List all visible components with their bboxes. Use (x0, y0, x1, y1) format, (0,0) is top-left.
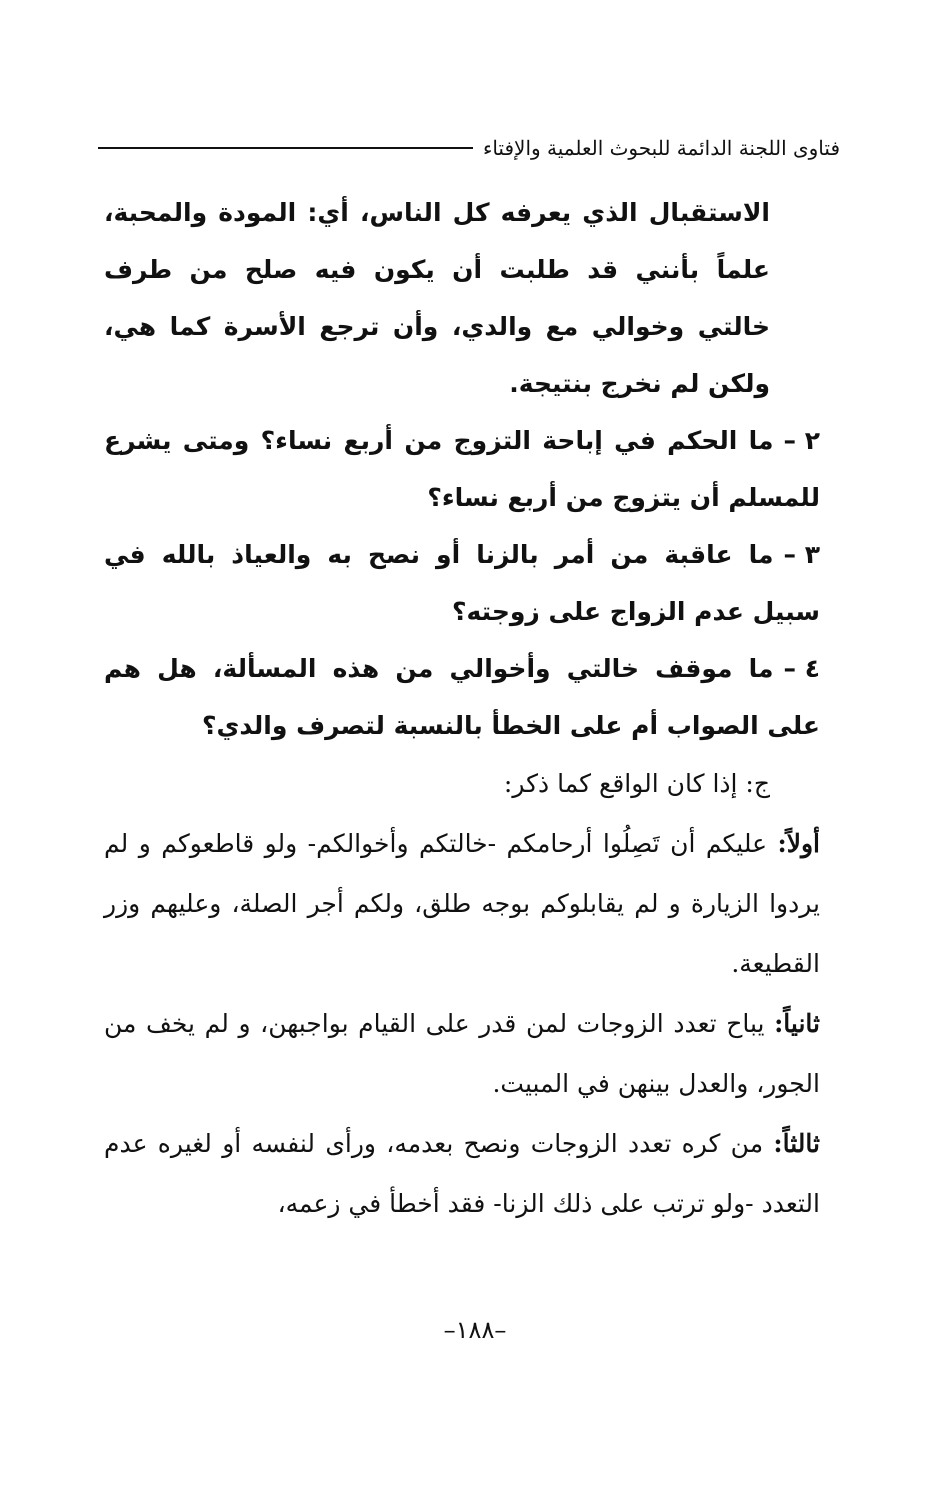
point-text: عليكم أن تَصِلُوا أرحامكم -خالتكم وأخوالكم- ولو قاطعوكم و لم يردوا الزيارة و لم يقابلوكم بوجه طلق، ولكم أجر الصلة، وعليهم وزر القطيعة. (104, 829, 820, 978)
point-text: يباح تعدد الزوجات لمن قدر على القيام بواجبهن، و لم يخف من الجور، والعدل بينهن في المبيت. (104, 1009, 820, 1098)
point-lead: ثالثاً: (773, 1129, 820, 1158)
header-rule (98, 147, 473, 149)
answer-point-3 (104, 1114, 820, 1234)
question-text: ما الحكم في إباحة التزوج من أربع نساء؟ ومتى يشرع للمسلم أن يتزوج من أربع نساء؟ (104, 426, 820, 512)
answer-point-1 (104, 814, 820, 994)
question-3 (104, 526, 820, 640)
running-header (98, 128, 840, 168)
question-4 (104, 640, 820, 754)
question-number: ٣ – (783, 540, 820, 569)
question-text: ما عاقبة من أمر بالزنا أو نصح به والعياذ بالله في سبيل عدم الزواج على زوجته؟ (104, 540, 820, 626)
point-text: من كره تعدد الزوجات ونصح بعدمه، ورأى لنفسه أو لغيره عدم التعدد -ولو ترتب على ذلك الزنا- فقد أخطأ في زعمه، (104, 1129, 820, 1218)
question-text: ما موقف خالتي وأخوالي من هذه المسألة، هل هم على الصواب أم على الخطأ بالنسبة لتصرف والدي؟ (104, 654, 820, 740)
question-number: ٤ – (783, 654, 820, 683)
page-body (104, 184, 820, 1234)
question-continuation: الاستقبال الذي يعرفه كل الناس، أي: المودة والمحبة، علماً بأنني قد طلبت أن يكون فيه صلح من طرف خالتي وخوالي مع والدي، وأن ترجع الأسرة كما هي، ولكن لم نخرج بنتيجة. (104, 198, 770, 398)
question-number: ٢ – (783, 426, 820, 455)
answer-point-2 (104, 994, 820, 1114)
point-lead: ثانياً: (774, 1009, 820, 1038)
header-title: فتاوى اللجنة الدائمة للبحوث العلمية والإفتاء (482, 136, 840, 160)
point-lead: أولاً: (777, 829, 820, 858)
page-number: –١٨٨– (443, 1316, 507, 1344)
answer-intro: ج: إذا كان الواقع كما ذكر: (503, 769, 770, 798)
question-2 (104, 412, 820, 526)
